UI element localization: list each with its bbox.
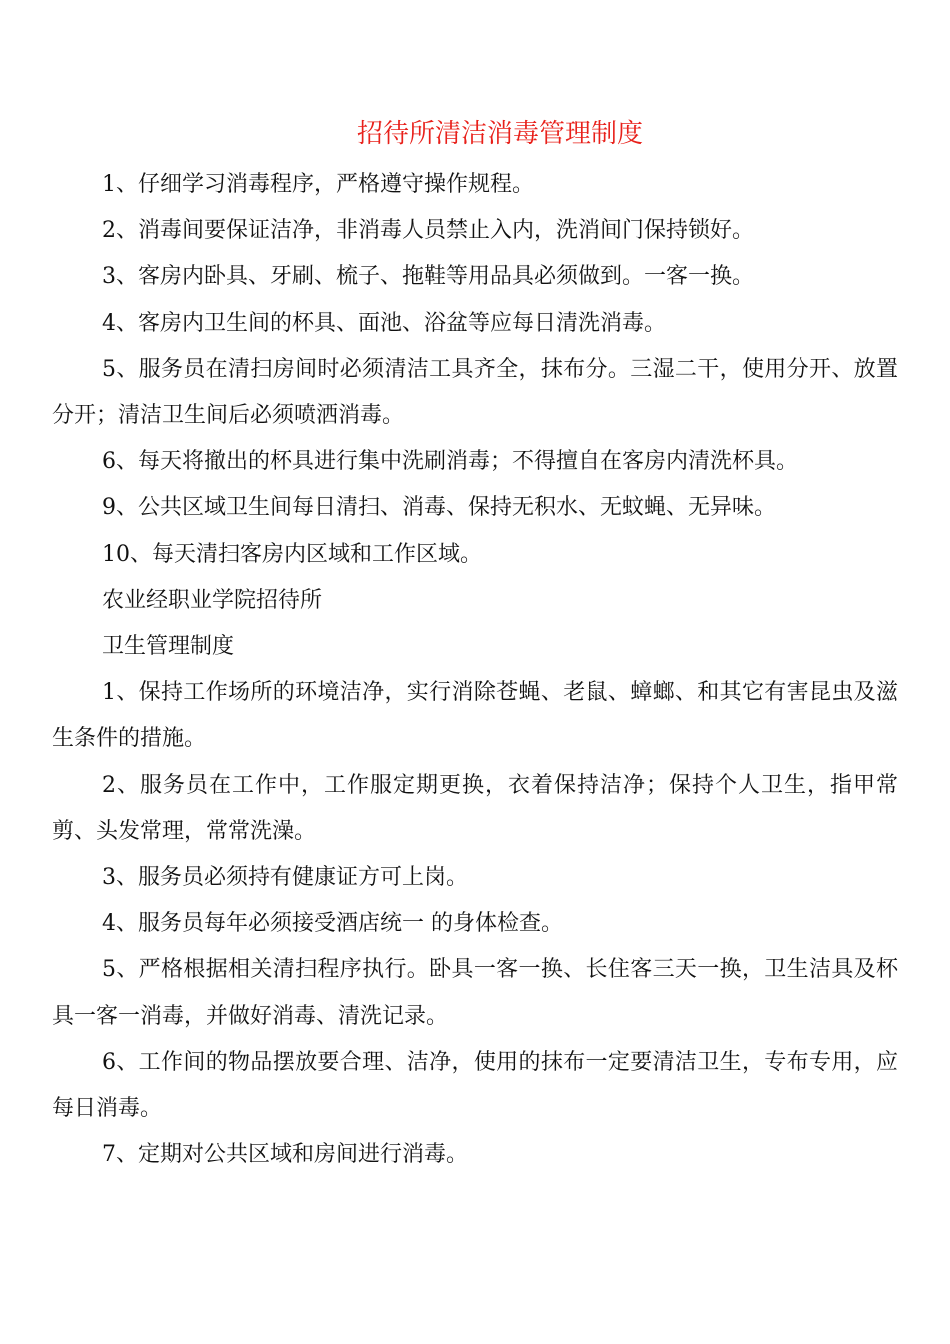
paragraph-3: 3、客房内卧具、牙刷、梳子、拖鞋等用品具必须做到。一客一换。 bbox=[102, 264, 754, 290]
hygiene-item-1: 1、保持工作场所的环境洁净，实行消除苍蝇、老鼠、蟑螂、和其它有害昆虫及滋生条件的措施。 bbox=[52, 680, 898, 752]
paragraph-9: 9、公共区域卫生间每日清扫、消毒、保持无积水、无蚊蝇、无异味。 bbox=[102, 495, 776, 521]
hygiene-item-4: 4、服务员每年必须接受酒店统一 的身体检查。 bbox=[102, 911, 563, 937]
hygiene-item-2: 2、服务员在工作中，工作服定期更换，衣着保持洁净；保持个人卫生，指甲常剪、头发常理，常常洗澡。 bbox=[52, 772, 898, 844]
paragraph-2: 2、消毒间要保证洁净，非消毒人员禁止入内，洗消间门保持锁好。 bbox=[102, 218, 754, 244]
document-body bbox=[52, 162, 898, 1178]
hygiene-item-7: 7、定期对公共区域和房间进行消毒。 bbox=[102, 1142, 468, 1168]
paragraph-10: 10、每天清扫客房内区域和工作区域。 bbox=[102, 541, 482, 567]
paragraph-4: 4、客房内卫生间的杯具、面池、浴盆等应每日清洗消毒。 bbox=[102, 310, 666, 336]
hygiene-item-3: 3、服务员必须持有健康证方可上岗。 bbox=[102, 865, 468, 891]
section-heading: 卫生管理制度 bbox=[102, 634, 235, 660]
paragraph-5: 5、服务员在清扫房间时必须清洁工具齐全，抹布分。三湿二干，使用分开、放置分开；清洁卫生间后必须喷洒消毒。 bbox=[52, 356, 898, 429]
document-title: 招待所清洁消毒管理制度 bbox=[356, 119, 643, 149]
hygiene-item-6: 6、工作间的物品摆放要合理、洁净，使用的抹布一定要清洁卫生，专布专用，应每日消毒。 bbox=[52, 1049, 898, 1122]
paragraph-6: 6、每天将撤出的杯具进行集中洗刷消毒；不得擅自在客房内清洗杯具。 bbox=[102, 449, 798, 475]
paragraph-1: 1、仔细学习消毒程序，严格遵守操作规程。 bbox=[102, 172, 534, 197]
organization-name: 农业经职业学院招待所 bbox=[102, 587, 323, 613]
hygiene-item-5: 5、严格根据相关清扫程序执行。卧具一客一换、长住客三天一换，卫生洁具及杯具一客一消毒，并做好消毒、清洗记录。 bbox=[52, 957, 898, 1029]
